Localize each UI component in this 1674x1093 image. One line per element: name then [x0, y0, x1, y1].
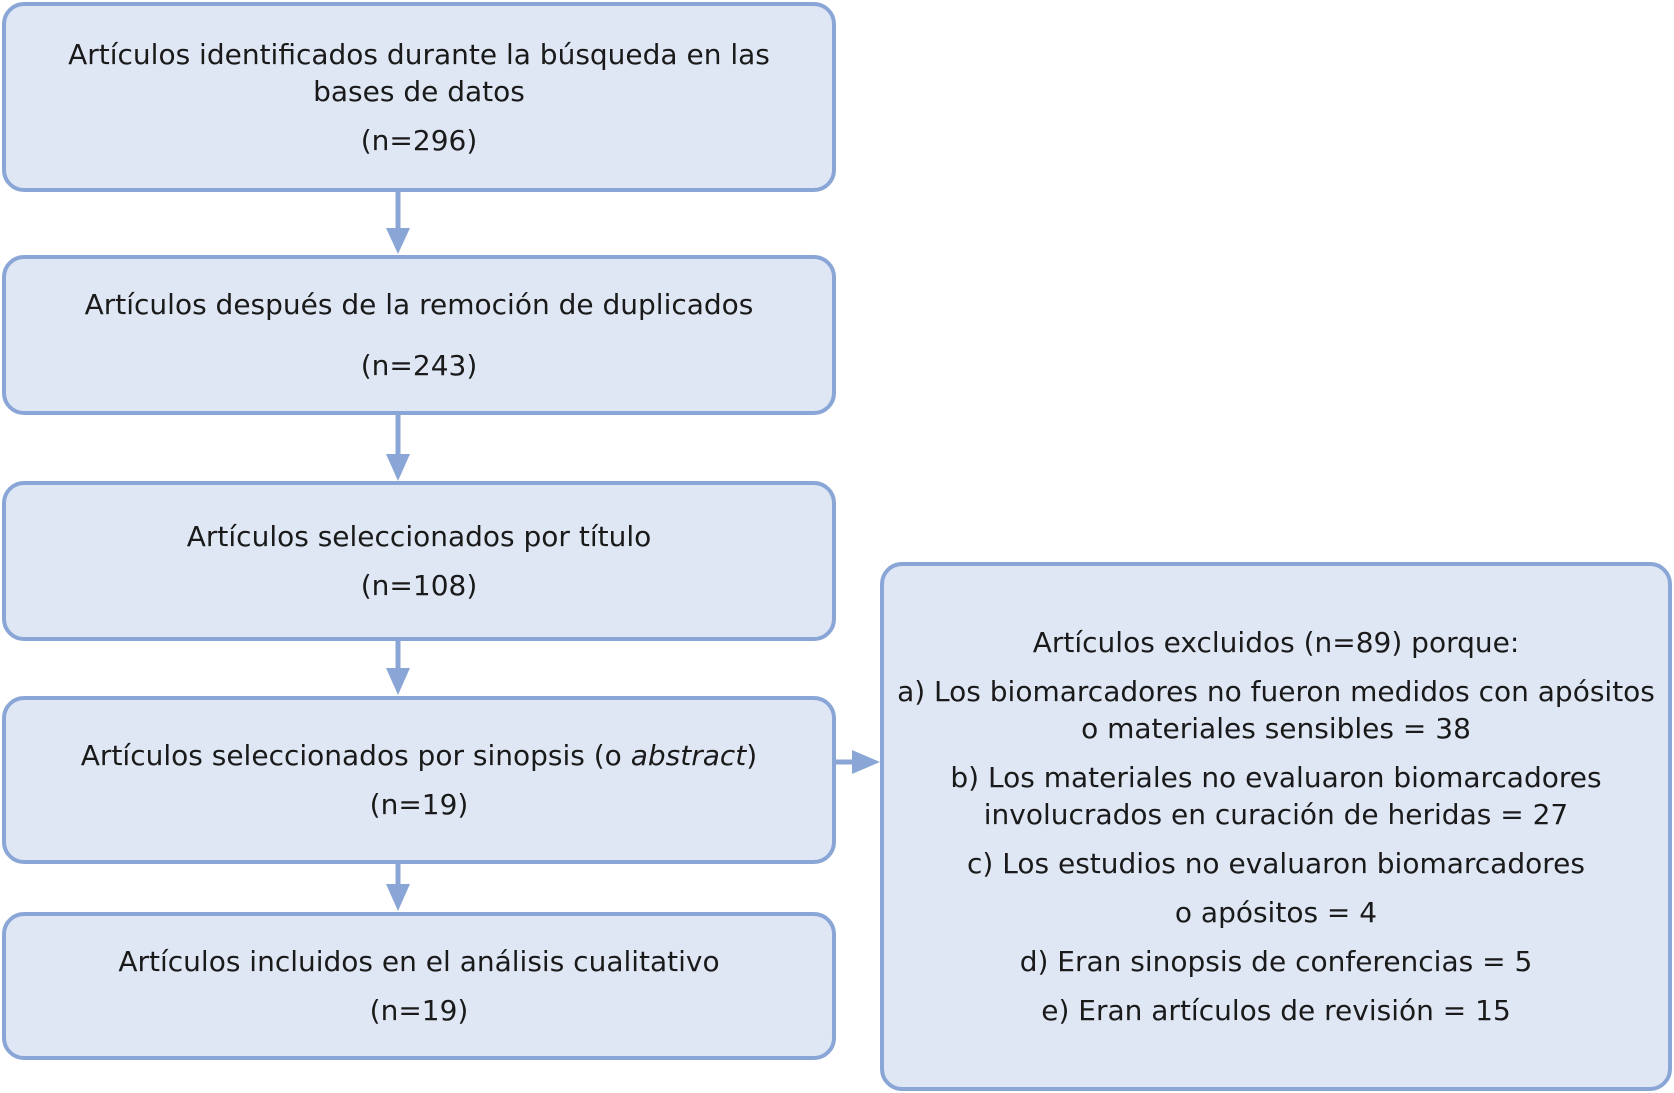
abstract-screen-label-italic: abstract	[630, 739, 747, 772]
abstract-screen-label-post: )	[746, 739, 758, 772]
excluded-reason-a-line-1: a) Los biomarcadores no fueron medidos con apósitos	[897, 675, 1655, 708]
excluded-reason-a-line-2: o materiales sensibles = 38	[1081, 712, 1471, 745]
excluded-reason-c-cont	[1175, 894, 1377, 931]
excluded-reason-e-line-1: e) Eran artículos de revisión = 15	[1041, 994, 1511, 1027]
arrowhead-5	[852, 750, 880, 774]
arrowhead-2	[386, 454, 410, 481]
excluded-reason-e	[1041, 992, 1511, 1029]
excluded-header: Artículos excluidos (n=89) porque:	[1032, 626, 1520, 659]
included-label: Artículos incluidos en el análisis cualitativo	[118, 945, 720, 978]
arrowhead-4	[386, 884, 410, 911]
excluded-reason-b-line-2: involucrados en curación de heridas = 27	[983, 798, 1569, 831]
abstract-screen-label	[81, 737, 757, 774]
box-title-screen	[2, 481, 836, 641]
deduplicated-count: (n=243)	[360, 349, 478, 382]
abstract-screen-count: (n=19)	[369, 788, 469, 821]
title-screen-label: Artículos seleccionados por título	[186, 520, 652, 553]
deduplicated-label: Artículos después de la remoción de duplicados	[84, 288, 754, 321]
excluded-reason-d	[1020, 943, 1533, 980]
title-screen-count: (n=108)	[360, 569, 478, 602]
identified-label-line-2: bases de datos	[313, 74, 525, 108]
included-count: (n=19)	[369, 994, 469, 1027]
arrowhead-3	[386, 668, 410, 695]
box-deduplicated	[2, 255, 836, 415]
identified-count: (n=296)	[360, 123, 478, 157]
excluded-reason-c	[967, 845, 1585, 882]
excluded-reason-d-line-1: d) Eran sinopsis de conferencias = 5	[1019, 945, 1533, 978]
box-abstract-screen	[2, 696, 836, 864]
box-excluded	[880, 562, 1672, 1091]
excluded-reason-c-line-2: o apósitos = 4	[1174, 896, 1378, 929]
box-included	[2, 912, 836, 1060]
arrowhead-1	[386, 228, 410, 254]
excluded-reason-b	[950, 759, 1601, 833]
excluded-reason-c-line-1: c) Los estudios no evaluaron biomarcadores	[967, 847, 1585, 880]
excluded-reason-a	[897, 673, 1655, 747]
identified-label-line-1: Artículos identificados durante la búsqueda en las	[68, 37, 770, 71]
box-identified	[2, 2, 836, 192]
excluded-reason-b-line-1: b) Los materiales no evaluaron biomarcadores	[950, 761, 1602, 794]
abstract-screen-label-pre: Artículos seleccionados por sinopsis (o	[80, 739, 631, 772]
